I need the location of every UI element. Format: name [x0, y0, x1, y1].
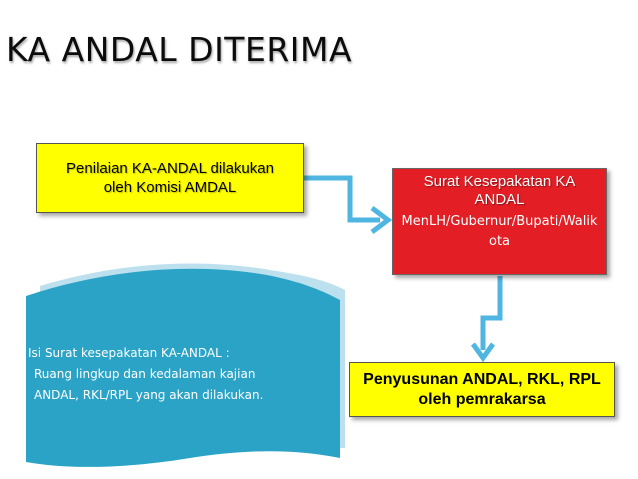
penyusunan-text: Penyusunan ANDAL, RKL, RPL oleh pemrakarsa	[363, 370, 601, 408]
isi-line-1: Ruang lingkup dan kedalaman kajian	[34, 367, 256, 381]
page-title: KA ANDAL DITERIMA	[6, 30, 353, 69]
surat-line-1: Surat Kesepakatan KA ANDAL	[423, 173, 576, 208]
penilaian-text: Penilaian KA-ANDAL dilakukan oleh Komisi AMDAL	[66, 160, 274, 196]
isi-heading: Isi Surat kesepakatan KA-ANDAL :	[28, 346, 230, 360]
surat-line-2: MenLH/Gubernur/Bupati/Walikota	[401, 214, 598, 249]
penyusunan-box	[349, 362, 615, 417]
connector-penilaian-to-surat	[304, 178, 380, 220]
penilaian-box	[36, 143, 304, 213]
connector-surat-to-penyusunan	[483, 276, 500, 350]
isi-line-2: ANDAL, RKL/RPL yang akan dilakukan.	[34, 388, 264, 402]
surat-kesepakatan-box	[392, 168, 607, 275]
